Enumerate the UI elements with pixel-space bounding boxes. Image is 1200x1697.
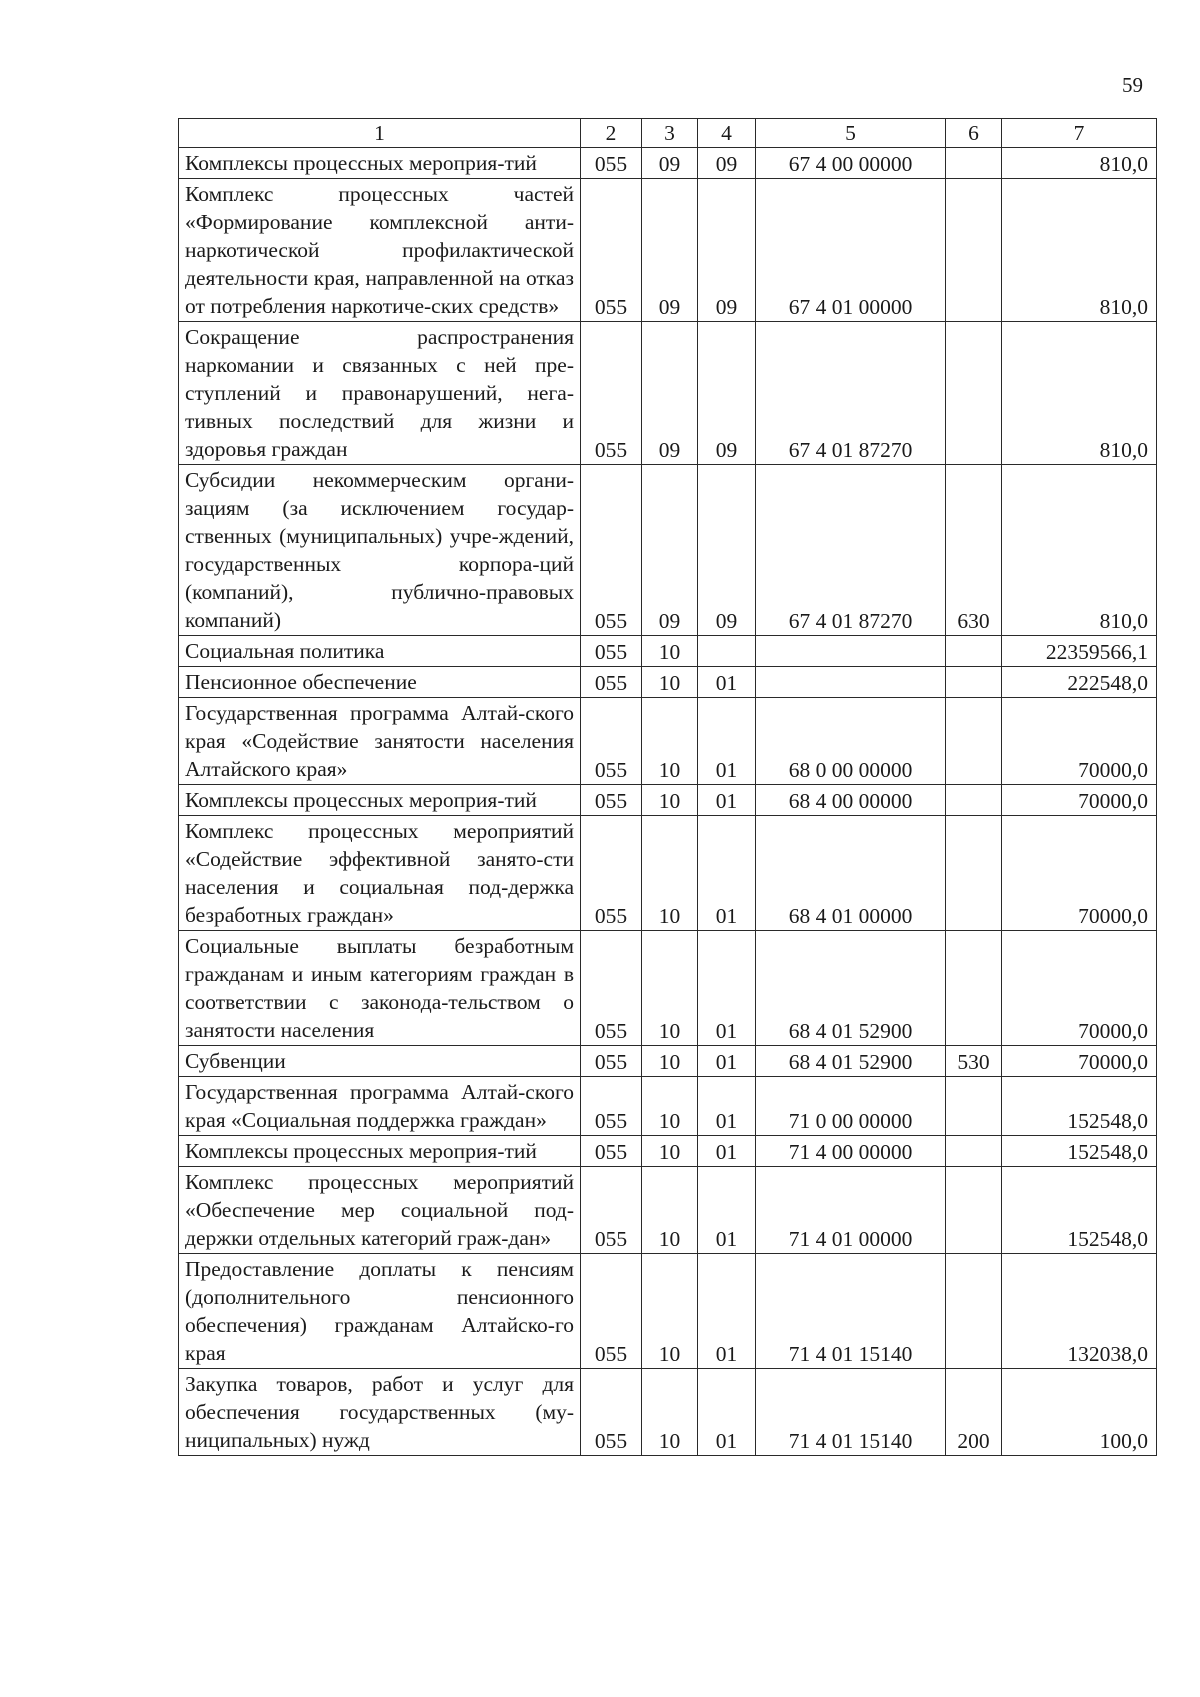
table-row <box>179 816 1157 931</box>
row-pr-cell: 09 <box>698 148 756 179</box>
table-body <box>179 148 1157 1456</box>
row-rz-cell: 10 <box>642 1136 698 1167</box>
row-csr-cell: 68 0 00 00000 <box>756 698 946 785</box>
row-gr-cell: 055 <box>581 667 642 698</box>
row-sum-cell: 152548,0 <box>1002 1077 1157 1136</box>
row-gr-cell: 055 <box>581 179 642 322</box>
row-vr-cell: 630 <box>946 465 1002 636</box>
row-sum-cell: 100,0 <box>1002 1369 1157 1456</box>
row-pr-cell: 09 <box>698 179 756 322</box>
row-vr-cell <box>946 667 1002 698</box>
row-rz-cell: 10 <box>642 816 698 931</box>
row-vr-cell <box>946 148 1002 179</box>
row-pr-cell: 01 <box>698 1254 756 1369</box>
header-col-1: 1 <box>179 119 581 148</box>
row-name-cell: Комплекс процессных частей «Формирование комплексной анти-наркотической профилактической деятельности края, направленной на отказ от потребления наркотиче-ских средств» <box>179 179 581 322</box>
header-col-3: 3 <box>642 119 698 148</box>
row-pr-cell: 01 <box>698 816 756 931</box>
row-sum-cell: 70000,0 <box>1002 816 1157 931</box>
table-row <box>179 465 1157 636</box>
row-name-cell: Комплексы процессных мероприя-тий <box>179 148 581 179</box>
table-row <box>179 1077 1157 1136</box>
row-csr-cell: 71 4 01 15140 <box>756 1254 946 1369</box>
row-vr-cell <box>946 1167 1002 1254</box>
row-sum-cell: 70000,0 <box>1002 785 1157 816</box>
row-pr-cell <box>698 636 756 667</box>
row-gr-cell: 055 <box>581 1369 642 1456</box>
header-row <box>179 119 1157 148</box>
row-pr-cell: 01 <box>698 1369 756 1456</box>
row-vr-cell: 530 <box>946 1046 1002 1077</box>
row-csr-cell: 67 4 01 00000 <box>756 179 946 322</box>
header-col-6: 6 <box>946 119 1002 148</box>
row-vr-cell <box>946 785 1002 816</box>
row-name-cell: Комплексы процессных мероприя-тий <box>179 1136 581 1167</box>
row-gr-cell: 055 <box>581 931 642 1046</box>
row-csr-cell: 67 4 01 87270 <box>756 465 946 636</box>
table-row <box>179 1046 1157 1077</box>
row-sum-cell: 22359566,1 <box>1002 636 1157 667</box>
row-csr-cell: 68 4 01 00000 <box>756 816 946 931</box>
row-gr-cell: 055 <box>581 322 642 465</box>
row-name-cell: Комплекс процессных мероприятий «Обеспечение мер социальной под-держки отдельных категорий граж-дан» <box>179 1167 581 1254</box>
row-vr-cell <box>946 636 1002 667</box>
row-rz-cell: 10 <box>642 1369 698 1456</box>
row-rz-cell: 10 <box>642 1167 698 1254</box>
table-row <box>179 1136 1157 1167</box>
row-pr-cell: 09 <box>698 465 756 636</box>
row-gr-cell: 055 <box>581 1167 642 1254</box>
row-pr-cell: 01 <box>698 931 756 1046</box>
page-number: 59 <box>1122 73 1143 97</box>
row-name-cell: Субвенции <box>179 1046 581 1077</box>
row-sum-cell: 70000,0 <box>1002 931 1157 1046</box>
row-name-cell: Комплексы процессных мероприя-тий <box>179 785 581 816</box>
table-row <box>179 148 1157 179</box>
header-col-2: 2 <box>581 119 642 148</box>
table-row <box>179 1254 1157 1369</box>
row-rz-cell: 09 <box>642 179 698 322</box>
row-rz-cell: 10 <box>642 698 698 785</box>
row-rz-cell: 10 <box>642 931 698 1046</box>
row-vr-cell <box>946 816 1002 931</box>
row-rz-cell: 09 <box>642 148 698 179</box>
row-name-cell: Закупка товаров, работ и услуг для обеспечения государственных (му-ниципальных) нужд <box>179 1369 581 1456</box>
row-csr-cell: 67 4 00 00000 <box>756 148 946 179</box>
row-vr-cell <box>946 1077 1002 1136</box>
row-name-cell: Предоставление доплаты к пенсиям (дополнительного пенсионного обеспечения) гражданам Алтайско-го края <box>179 1254 581 1369</box>
header-col-7: 7 <box>1002 119 1157 148</box>
row-pr-cell: 09 <box>698 322 756 465</box>
row-sum-cell: 152548,0 <box>1002 1136 1157 1167</box>
row-name-cell: Пенсионное обеспечение <box>179 667 581 698</box>
row-pr-cell: 01 <box>698 698 756 785</box>
row-gr-cell: 055 <box>581 698 642 785</box>
row-rz-cell: 10 <box>642 667 698 698</box>
table-row <box>179 698 1157 785</box>
row-pr-cell: 01 <box>698 1046 756 1077</box>
row-vr-cell: 200 <box>946 1369 1002 1456</box>
row-rz-cell: 09 <box>642 322 698 465</box>
table-row <box>179 931 1157 1046</box>
row-name-cell: Социальные выплаты безработным гражданам и иным категориям граждан в соответствии с законода-тельством о занятости населения <box>179 931 581 1046</box>
table-row <box>179 1369 1157 1456</box>
row-pr-cell: 01 <box>698 785 756 816</box>
row-csr-cell: 68 4 01 52900 <box>756 931 946 1046</box>
row-pr-cell: 01 <box>698 1136 756 1167</box>
row-vr-cell <box>946 698 1002 785</box>
row-pr-cell: 01 <box>698 1167 756 1254</box>
row-csr-cell: 68 4 01 52900 <box>756 1046 946 1077</box>
row-gr-cell: 055 <box>581 785 642 816</box>
row-rz-cell: 10 <box>642 1046 698 1077</box>
row-sum-cell: 810,0 <box>1002 179 1157 322</box>
budget-table <box>178 118 1157 1456</box>
row-csr-cell: 71 0 00 00000 <box>756 1077 946 1136</box>
row-vr-cell <box>946 1136 1002 1167</box>
row-name-cell: Социальная политика <box>179 636 581 667</box>
table-row <box>179 667 1157 698</box>
row-sum-cell: 810,0 <box>1002 465 1157 636</box>
row-rz-cell: 09 <box>642 465 698 636</box>
row-rz-cell: 10 <box>642 1077 698 1136</box>
row-csr-cell <box>756 667 946 698</box>
row-vr-cell <box>946 179 1002 322</box>
table-row <box>179 179 1157 322</box>
row-name-cell: Государственная программа Алтай-ского края «Социальная поддержка граждан» <box>179 1077 581 1136</box>
row-gr-cell: 055 <box>581 1077 642 1136</box>
row-name-cell: Субсидии некоммерческим органи-зациям (за исключением государ-ственных (муниципальных) учре-ждений, государственных корпора-ций (компаний), публично-правовых компаний) <box>179 465 581 636</box>
row-sum-cell: 152548,0 <box>1002 1167 1157 1254</box>
row-gr-cell: 055 <box>581 1136 642 1167</box>
row-sum-cell: 222548,0 <box>1002 667 1157 698</box>
row-gr-cell: 055 <box>581 465 642 636</box>
row-gr-cell: 055 <box>581 148 642 179</box>
row-sum-cell: 132038,0 <box>1002 1254 1157 1369</box>
row-sum-cell: 810,0 <box>1002 322 1157 465</box>
table-header <box>179 119 1157 148</box>
table-row <box>179 785 1157 816</box>
row-gr-cell: 055 <box>581 816 642 931</box>
row-gr-cell: 055 <box>581 636 642 667</box>
row-csr-cell: 71 4 01 00000 <box>756 1167 946 1254</box>
row-rz-cell: 10 <box>642 785 698 816</box>
table-row <box>179 322 1157 465</box>
row-name-cell: Государственная программа Алтай-ского края «Содействие занятости населения Алтайского края» <box>179 698 581 785</box>
row-sum-cell: 810,0 <box>1002 148 1157 179</box>
row-sum-cell: 70000,0 <box>1002 1046 1157 1077</box>
row-rz-cell: 10 <box>642 1254 698 1369</box>
table-row <box>179 1167 1157 1254</box>
row-sum-cell: 70000,0 <box>1002 698 1157 785</box>
header-col-5: 5 <box>756 119 946 148</box>
row-rz-cell: 10 <box>642 636 698 667</box>
row-vr-cell <box>946 931 1002 1046</box>
row-gr-cell: 055 <box>581 1046 642 1077</box>
row-csr-cell: 67 4 01 87270 <box>756 322 946 465</box>
header-col-4: 4 <box>698 119 756 148</box>
table-row <box>179 636 1157 667</box>
row-csr-cell: 71 4 00 00000 <box>756 1136 946 1167</box>
row-vr-cell <box>946 322 1002 465</box>
row-csr-cell: 68 4 00 00000 <box>756 785 946 816</box>
row-pr-cell: 01 <box>698 667 756 698</box>
row-vr-cell <box>946 1254 1002 1369</box>
row-csr-cell: 71 4 01 15140 <box>756 1369 946 1456</box>
row-pr-cell: 01 <box>698 1077 756 1136</box>
row-csr-cell <box>756 636 946 667</box>
row-name-cell: Сокращение распространения наркомании и связанных с ней пре-ступлений и правонарушений, нега-тивных последствий для жизни и здоровья граждан <box>179 322 581 465</box>
row-name-cell: Комплекс процессных мероприятий «Содействие эффективной занято-сти населения и социальная под-держка безработных граждан» <box>179 816 581 931</box>
row-gr-cell: 055 <box>581 1254 642 1369</box>
